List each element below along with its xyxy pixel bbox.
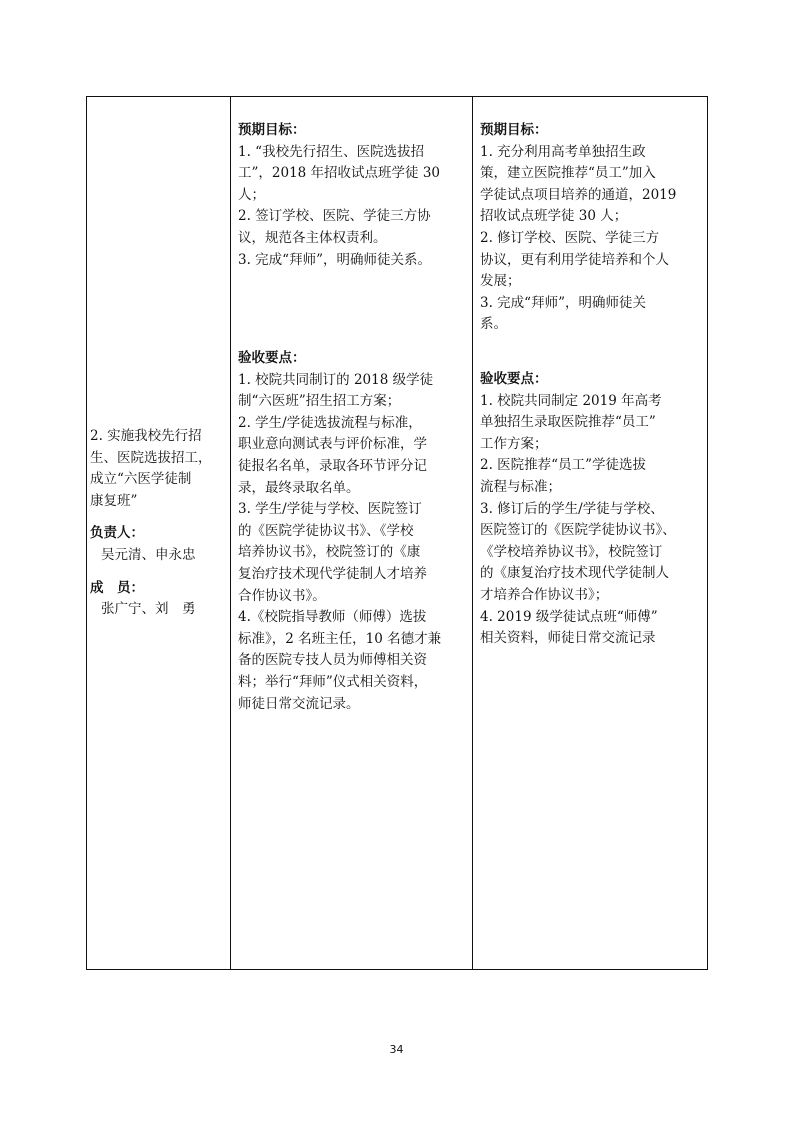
leader-label: 负责人： <box>90 525 144 542</box>
task-cell <box>90 426 226 621</box>
check-line: 标准》，2 名班主任，10 名德才兼 <box>238 630 442 647</box>
check-heading: 验收要点： <box>238 350 306 366</box>
goal-line: 3. 完成“拜师”，明确师徒关 <box>480 294 646 311</box>
checkpoints-2019-cell <box>480 369 702 650</box>
check-line: 3. 修订后的学生/学徒与学校、 <box>480 500 664 517</box>
check-line: 相关资料，师徒日常交流记录 <box>480 630 656 647</box>
task-description <box>90 426 226 512</box>
check-line: 4. 2019 级学徒试点班“师傅” <box>480 608 658 625</box>
goal-line: 学徒试点项目培养的通道，2019 <box>480 186 677 203</box>
check-line: 工作方案； <box>480 435 548 452</box>
check-line: 培养协议书》，校院签订的《康 <box>238 544 421 561</box>
check-line: 徒报名名单，录取各环节评分记 <box>238 457 427 474</box>
check-heading: 验收要点： <box>480 371 548 387</box>
check-line: 《学校培养协议书》，校院签订 <box>480 543 663 560</box>
goals-2019-cell <box>480 120 702 336</box>
check-line: 师徒日常交流记录。 <box>238 695 360 712</box>
check-line: 备的医院专技人员为师傅相关资 <box>238 652 427 669</box>
member-names: 张广宁、刘 勇 <box>101 601 196 618</box>
goal-line: 工”，2018 年招收试点班学徒 30 <box>238 165 441 182</box>
checkpoints-2018-cell <box>238 348 468 715</box>
goal-line: 协议，更有利用学徒培养和个人 <box>480 251 669 268</box>
check-line: 3. 学生/学徒与学校、医院签订 <box>238 501 422 518</box>
column-divider-1 <box>230 97 231 969</box>
task-line: 成立“六医学徒制 <box>90 471 192 488</box>
goal-line: 发展； <box>480 273 521 290</box>
goals-2018-cell <box>238 120 468 271</box>
check-line: 职业意向测试表与评价标准，学 <box>238 436 427 453</box>
task-line: 2. 实施我校先行招 <box>90 428 202 444</box>
page-number: 34 <box>389 1043 404 1056</box>
check-line: 流程与标准； <box>480 478 561 495</box>
check-line: 复治疗技术现代学徒制人才培养 <box>238 565 427 582</box>
goal-line: 人； <box>238 186 265 203</box>
column-divider-2 <box>472 97 473 969</box>
goal-line: 议，规范各主体权责利。 <box>238 229 387 246</box>
goal-line: 系。 <box>480 316 507 333</box>
goal-line: 1. “我校先行招生、医院选拔招 <box>238 143 425 160</box>
check-line: 1. 校院共同制定 2019 年高考 <box>480 392 662 409</box>
goal-line: 2. 签订学校、医院、学徒三方协 <box>238 208 431 225</box>
goal-line: 招收试点班学徒 30 人； <box>480 208 628 225</box>
check-line: 2. 医院推荐“员工”学徒选拔 <box>480 457 646 474</box>
check-line: 合作协议书》。 <box>238 587 326 604</box>
goal-heading: 预期目标： <box>480 122 548 138</box>
goal-line: 2. 修订学校、医院、学徒三方 <box>480 229 660 246</box>
check-line: 制“六医班”招生招工方案； <box>238 393 401 410</box>
check-line: 的《康复治疗技术现代学徒制人 <box>480 565 669 582</box>
check-line: 1. 校院共同制订的 2018 级学徒 <box>238 371 434 388</box>
check-line: 的《医院学徒协议书》、《学校 <box>238 522 414 539</box>
goal-heading: 预期目标： <box>238 122 306 138</box>
goal-line: 策，建立医院推荐“员工”加入 <box>480 165 656 182</box>
check-line: 医院签订的《医院学徒协议书》、 <box>480 522 676 539</box>
check-line: 才培养合作协议书》； <box>480 586 609 603</box>
task-line: 康复班” <box>90 492 138 509</box>
members-label: 成 员： <box>90 579 144 596</box>
task-line: 生、医院选拔招工， <box>90 449 212 466</box>
check-line: 4.《校院指导教师（师傅）选拔 <box>238 609 427 626</box>
leader-names: 吴元清、申永忠 <box>101 546 196 563</box>
goal-line: 3. 完成“拜师”，明确师徒关系。 <box>238 251 431 268</box>
check-line: 录，最终录取名单。 <box>238 479 360 496</box>
check-line: 料；举行“拜师”仪式相关资料， <box>238 673 428 690</box>
goal-line: 1. 充分利用高考单独招生政 <box>480 143 646 160</box>
check-line: 2. 学生/学徒选拔流程与标准， <box>238 414 422 431</box>
check-line: 单独招生录取医院推荐“员工” <box>480 414 656 431</box>
